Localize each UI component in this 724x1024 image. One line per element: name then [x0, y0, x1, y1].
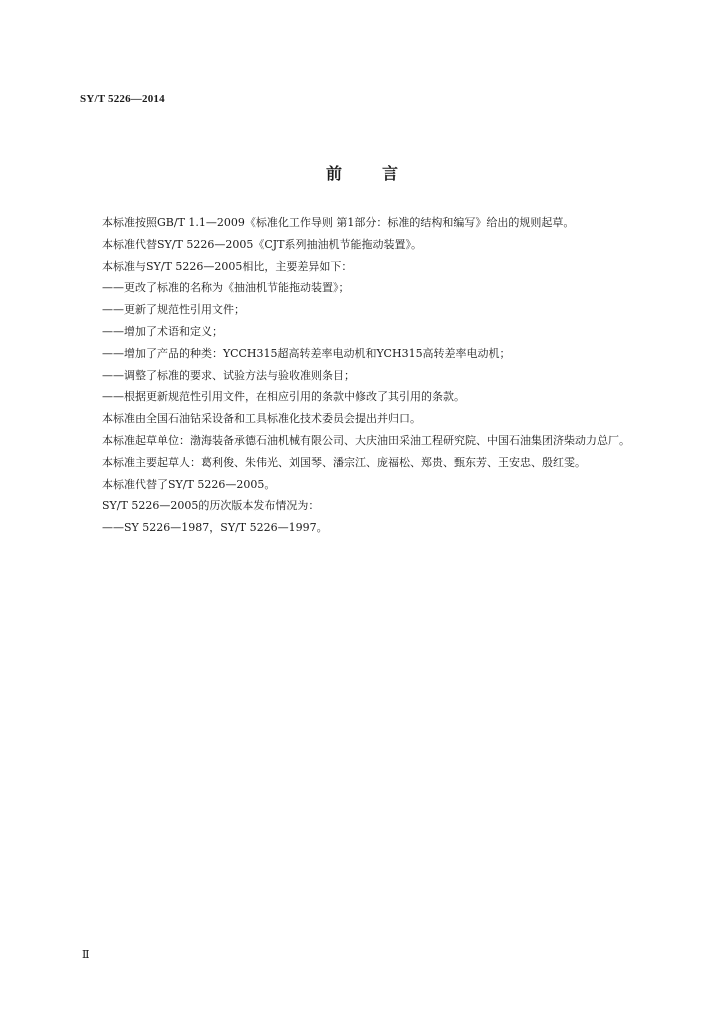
list-item: ——SY 5226—1987，SY/T 5226—1997。 [102, 521, 328, 535]
paragraph-history-intro: SY/T 5226—2005的历次版本发布情况为： [102, 499, 320, 513]
list-item: ——增加了产品的种类：YCCH315超高转差率电动机和YCH315高转差率电动机； [102, 346, 511, 360]
list-item: ——更改了标准的名称为《抽油机节能拖动装置》； [102, 281, 350, 295]
paragraph-differences-intro: 本标准与SY/T 5226—2005相比，主要差异如下： [102, 259, 353, 273]
paragraph-replaced-standard: 本标准代替了SY/T 5226—2005。 [102, 477, 276, 491]
page-number: Ⅱ [82, 949, 90, 961]
standard-code: SY/T 5226—2014 [80, 93, 165, 105]
list-item: ——更新了规范性引用文件； [102, 303, 245, 317]
page-title: 前言 [325, 164, 438, 183]
paragraph-proposer: 本标准由全国石油钻采设备和工具标准化技术委员会提出并归口。 [102, 412, 421, 426]
paragraph-drafters: 本标准主要起草人：葛利俊、朱伟光、刘国琴、潘宗江、庞福松、郑贵、甄东芳、王安忠、殷红雯。 [102, 455, 586, 469]
paragraph-drafting-rules: 本标准按照GB/T 1.1—2009《标准化工作导则 第1部分：标准的结构和编写》给出的规则起草。 [102, 216, 575, 229]
list-item: ——调整了标准的要求、试验方法与验收准则条目； [102, 368, 355, 382]
paragraph-drafting-units: 本标准起草单位：渤海装备承德石油机械有限公司、大庆油田采油工程研究院、中国石油集团济柴动力总厂。 [102, 433, 630, 447]
list-item: ——根据更新规范性引用文件，在相应引用的条款中修改了其引用的条款。 [102, 390, 465, 404]
paragraph-replaces: 本标准代替SY/T 5226—2005《CJT系列抽油机节能拖动装置》。 [102, 237, 422, 251]
foreword-body [80, 212, 644, 539]
list-item: ——增加了术语和定义； [102, 324, 223, 338]
